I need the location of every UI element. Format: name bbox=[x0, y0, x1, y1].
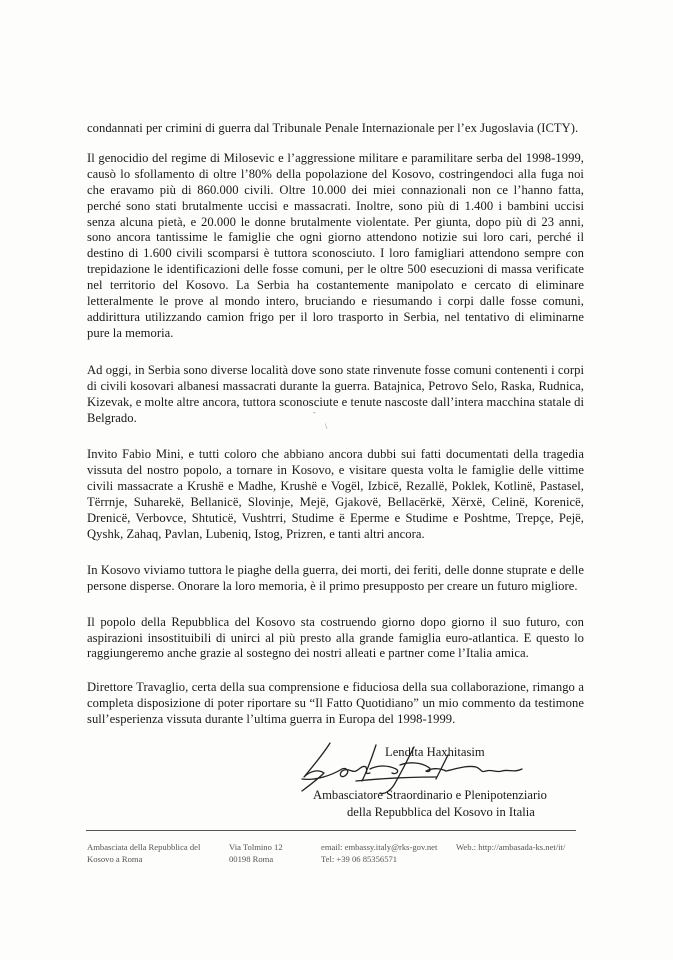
footer-contact bbox=[321, 842, 451, 865]
paragraph-6: Il popolo della Repubblica del Kosovo sta costruendo giorno dopo giorno il suo futuro, con aspirazioni insostituibili di unirci al più presto alla grande famiglia euro-atlantica. E questo lo raggiungeremo anche grazie al sostegno dei nostri alleati e partner come l’Italia amica. bbox=[87, 614, 584, 661]
footer-web-link: Web.: http://ambasada-ks.net/it/ bbox=[456, 842, 566, 852]
signer-title-line-2: della Repubblica del Kosovo in Italia bbox=[347, 805, 535, 819]
paragraph-7: Direttore Travaglio, certa della sua comprensione e fiduciosa della sua collaborazione, rimango a completa disposizione di poter riportare su “Il Fatto Quotidiano” un mio commento da testimone sull’esperienza vissuta durante l’ultima guerra in Europa del 1998-1999. bbox=[87, 680, 584, 727]
signer-name: Lendita Haxhitasim bbox=[385, 745, 485, 759]
footer-org-line-1: Ambasciata della Repubblica del bbox=[87, 842, 201, 852]
footer-address bbox=[229, 842, 299, 865]
letter-body bbox=[87, 121, 584, 742]
paragraph-3: Ad oggi, in Serbia sono diverse località dove sono state rinvenute fosse comuni contenenti i corpi di civili kosovari albanesi massacrati durante la guerra. Batajnica, Petrovo Selo, Raska, Rudnica, Kizevak, e molte altre ancora, tuttora sconosciute e tenute nascoste dall’intera macchina statale di Belgrado. bbox=[87, 362, 584, 425]
footer-phone: Tel: +39 06 85356571 bbox=[321, 853, 398, 864]
paragraph-5: In Kosovo viviamo tuttora le piaghe della guerra, dei morti, dei feriti, delle donne stuprate e delle persone disperse. Onorare la loro memoria, è il primo presupposto per creare un futuro migliore. bbox=[87, 562, 584, 593]
paragraph-1: condannati per crimini di guerra dal Tribunale Penale Internazionale per l’ex Jugoslavia (ICTY). bbox=[87, 121, 579, 135]
footer-email: email: embassy.italy@rks-gov.net bbox=[321, 842, 438, 852]
footer-organization bbox=[87, 842, 217, 865]
paragraph-2: Il genocidio del regime di Milosevic e l’aggressione militare e paramilitare serba del 1998-1999, causò lo sfollamento di oltre l’80% della popolazione del Kosovo, costringendoci alla fuga noi che eravamo più di 860.000 civili. Oltre 10.000 dei miei connazionali non ce l’hanno fatta, perché sono stati brutalmente uccisi e massacrati. Inoltre, sono più di 1.400 i bambini uccisi senza alcuna pietà, e 20.000 le donne brutalmente violentate. Per giunta, dopo più di 23 anni, sono ancora tantissime le famiglie che ogni giorno attendono notizie sui loro cari, perché il destino di 1.600 civili scomparsi è tuttora sconosciuto. I loro famigliari attendono sempre con trepidazione le identificazioni delle fosse comuni, per le oltre 500 esecuzioni di massa verificate nel territorio del Kosovo. La Serbia ha costantemente manipolato e cercato di eliminare letteralmente le prove al mondo intero, bruciando e riesumando i corpi dalle fosse comuni, addirittura utilizzando camion frigo per il loro trasporto in Serbia, nel tentativo di eliminarne pure la memoria. bbox=[87, 150, 584, 340]
footer-address-line-2: 00198 Roma bbox=[229, 853, 274, 864]
scan-mark: \ bbox=[325, 422, 328, 431]
footer-web bbox=[456, 842, 586, 854]
paragraph-4: Invito Fabio Mini, e tutti coloro che abbiano ancora dubbi sui fatti documentati della tragedia vissuta del nostro popolo, a tornare in Kosovo, e visitare questa volta le famiglie delle vittime civili massacrate a Krushë e Madhe, Krushë e Vogël, Izbicë, Rezallë, Poklek, Kotlinë, Pastasel, Tërrnje, Suharekë, Bellanicë, Slovinje, Mejë, Gjakovë, Bellacërkë, Xërxë, Celinë, Korenicë, Drenicë, Verbovce, Shtuticë, Vushtrri, Studime ë Eperme e Studime e Poshtme, Trepçe, Pejë, Qyshk, Zahaq, Pavlan, Lubeniq, Istog, Prizren, e tanti altri ancora. bbox=[87, 447, 584, 541]
footer-divider bbox=[86, 830, 576, 831]
signer-title-line-1: Ambasciatore Straordinario e Plenipotenziario bbox=[313, 788, 547, 802]
scan-mark: - bbox=[313, 408, 316, 417]
footer-address-line-1: Via Tolmino 12 bbox=[229, 842, 283, 852]
footer-org-line-2: Kosovo a Roma bbox=[87, 853, 143, 864]
